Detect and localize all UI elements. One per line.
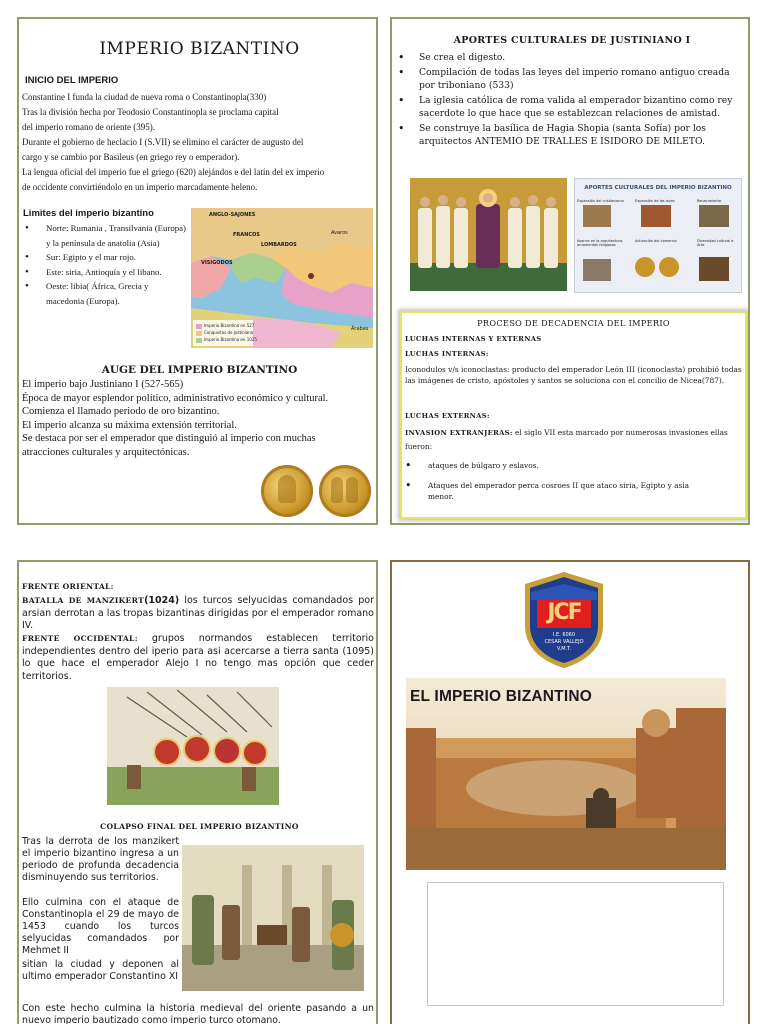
frente-oriental-heading: FRENTE ORIENTAL: xyxy=(22,582,114,591)
inicio-line: Durante el gobierno de heclacio I (S.VII) se elimino el carácter de augusto del xyxy=(22,137,304,147)
crest-line: V.M.T. xyxy=(556,646,572,652)
infographic-coin xyxy=(635,257,655,277)
inicio-line: del imperio romano de oriente (395). xyxy=(22,122,155,132)
frente-occidental-paragraph xyxy=(22,633,374,683)
decadencia-heading: PROCESO DE DECADENCIA DEL IMPERIO xyxy=(477,318,670,328)
auge-line: Época de mayor esplendor político, administrativo económico y cultural. xyxy=(22,392,329,404)
colapso-heading: COLAPSO FINAL DEL IMPERIO BIZANTINO xyxy=(100,822,299,831)
constantinople-cover-image xyxy=(406,678,726,870)
inicio-heading: INICIO DEL IMPERIO xyxy=(25,75,119,86)
page-title: IMPERIO BIZANTINO xyxy=(99,39,300,59)
siege-illustration xyxy=(182,845,364,991)
inicio-line: Tras la división hecha por Teodosio Constantinopla se proclama capital xyxy=(22,107,279,117)
auge-line: El imperio bajo Justiniano I (527-565) xyxy=(22,379,184,390)
inicio-line: Constantine I funda la ciudad de nueva roma o Constantinopla(330) xyxy=(22,92,267,102)
mosaic-illustration xyxy=(410,178,567,291)
batalla-label: BATALLA DE MANZIKERT xyxy=(22,596,145,605)
aportes-heading: APORTES CULTURALES DE JUSTINIANO I xyxy=(453,35,691,46)
byzantine-map-image xyxy=(191,208,373,348)
panel-frentes xyxy=(17,560,378,1024)
map-legend-3: Imperio Bizantino en 1025 xyxy=(204,337,257,342)
infographic-coin xyxy=(659,257,679,277)
list-item: • La iglesia católica de roma valida al emperador bizantino como rey sacerdote lo que hace que se establezcan relaciones de amistad. xyxy=(395,94,741,120)
map-legend-1: Imperio Bizantino en 527 xyxy=(204,323,255,328)
limites-list xyxy=(22,221,187,308)
fall-constantinople-image xyxy=(182,845,364,991)
inicio-line: de occidente convirtiéndolo en un imperio marcadamente heleno. xyxy=(22,182,258,192)
school-crest-logo xyxy=(523,570,605,670)
crest-letters: JCF xyxy=(547,600,581,625)
battle-illustration xyxy=(107,687,279,805)
decadencia-box xyxy=(400,311,747,519)
invasion-text: el siglo VII esta marcado por numerosas invasiones ellas fueron: xyxy=(405,428,728,451)
name-box[interactable] xyxy=(427,882,724,1006)
auge-line: atracciones culturales y arquitectónicas. xyxy=(22,446,190,458)
map-label-visigodos: VISIGODOS xyxy=(201,260,233,266)
map-label-lombardos: LOMBARDOS xyxy=(261,242,297,248)
colapso-paragraph-2: Ello culmina con el ataque de Constantinopla el 29 de mayo de 1453 cuando los turcos selyucidas comandados por Mehmet II xyxy=(22,897,179,956)
map-label-arabes: Árabes xyxy=(351,326,369,332)
manzikert-battle-image xyxy=(107,687,279,805)
crest-line: CESAR VALLEJO xyxy=(544,639,584,645)
infographic-label: Diversidad cultural e Arte xyxy=(697,239,734,247)
limites-heading: Limites del imperio bizantino xyxy=(23,208,154,219)
frente-occidental-text: grupos normandos establecen territorio independientes dentro del iperio para asi acercarse a tierra santa (1095) lo que hace el emperador Alejo I no tengo mas opción que ceder territorios. xyxy=(22,633,374,682)
panel-imperio-bizantino xyxy=(17,17,378,525)
list-item: • Ataques del emperador perca cosroes II que ataco siria, Egipto y asia menor. xyxy=(402,480,702,502)
infographic-label: Renacimiento xyxy=(697,199,721,203)
batalla-year: (1024) xyxy=(144,595,180,606)
infographic-label: Expansión de las leyes xyxy=(635,199,675,203)
decadencia-line: LUCHAS EXTERNAS: xyxy=(405,412,490,420)
infographic-thumb xyxy=(699,205,729,227)
invasion-label: INVASION EXTRANJERAS: xyxy=(405,429,513,437)
map-label-anglo: ANGLO-SAJONES xyxy=(209,212,256,218)
auge-line: Se destaca por ser el emperador que distinguió al imperio con muchas xyxy=(22,433,316,444)
infographic-label: Expansión del cristianismo xyxy=(577,199,624,203)
infographic-thumb xyxy=(641,205,671,227)
infographic-label: Avance en la arquitectura, ornamentos religiosos xyxy=(577,239,624,247)
list-item: • ataques de búlgaro y eslavos. xyxy=(402,460,702,471)
decadencia-paragraph xyxy=(405,426,735,453)
auge-heading: AUGE DEL IMPERIO BIZANTINO xyxy=(101,364,298,376)
crest-line: I.E. 6060 xyxy=(552,632,576,638)
panel-cover xyxy=(390,560,750,1024)
cover-title: EL IMPERIO BIZANTINO xyxy=(410,688,592,705)
list-item: • Este: siria, Antioquía y el libano. xyxy=(22,265,187,280)
infographic-thumb xyxy=(583,205,611,227)
list-item: • Se crea el digesto. xyxy=(395,51,741,64)
map-legend-2: Conquistas de Justiniano xyxy=(204,330,254,335)
infographic-title: APORTES CULTURALES DEL IMPERIO BIZANTINO xyxy=(584,185,732,191)
decadencia-paragraph: Iconodulos v/s iconoclastas: producto del emperador León III (iconoclasta) prohibió todas las imágenes de cristo, apóstoles y santos se soluciona con el concilio de Nicea(787). xyxy=(405,365,742,385)
list-item: • Norte: Rumania , Transilvania (Europa) y la península de anatolia (Asia) xyxy=(22,221,187,250)
auge-line: Comienza el llamado periodo de oro bizantino. xyxy=(22,406,220,417)
auge-line: El imperio alcanza su máxima extensión territorial. xyxy=(22,419,237,431)
justinian-mosaic-image xyxy=(410,178,567,291)
auge-text xyxy=(22,378,374,459)
panel-aportes-culturales xyxy=(390,17,750,525)
infographic-thumb xyxy=(583,259,611,281)
list-item: • Oeste: libia( África, Grecia y macedonia (Europa). xyxy=(22,279,187,308)
aportes-list xyxy=(395,51,741,148)
city-illustration xyxy=(406,678,726,870)
frente-occidental-label: FRENTE OCCIDENTAL: xyxy=(22,634,138,643)
final-paragraph: Con este hecho culmina la historia medieval del oriente pasando a un nuevo imperio bautizado como imperio turco otomano. xyxy=(22,1003,374,1024)
inicio-line: La lengua oficial del imperio fue el griego (620) alejándos e del latín del ex imperio xyxy=(22,167,325,177)
decadencia-line: LUCHAS INTERNAS Y EXTERNAS xyxy=(405,335,542,343)
batalla-text: los turcos selyucidas comandados por arsian derrotan a las tropas bizantinas dirigidas por el emperador romano IV. xyxy=(22,595,374,631)
decadencia-line: LUCHAS INTERNAS: xyxy=(405,350,489,358)
aportes-infographic-image xyxy=(574,178,742,293)
list-item: • Sur: Egipto y el mar rojo. xyxy=(22,250,187,265)
infographic-label: Activación del comercio xyxy=(635,239,677,243)
gold-coin-image xyxy=(261,465,313,517)
batalla-paragraph xyxy=(22,595,374,633)
infographic-thumb xyxy=(699,257,729,281)
list-item: • Se construye la basílica de Hagia Shopia (santa Sofía) por los arquitectos ANTEMIO DE TRALLES E ISIDORO DE MILETO. xyxy=(395,122,741,148)
list-item: • Compilación de todas las leyes del imperio romano antiguo creada por triboniano (533) xyxy=(395,66,741,92)
map-label-avaros: Avaros xyxy=(331,230,348,236)
inicio-line: cargo y se cambio por Basileus (en griego rey o emperador). xyxy=(22,152,240,162)
inicio-text xyxy=(22,90,377,195)
gold-coin-image xyxy=(319,465,371,517)
colapso-paragraph-1: Tras la derrota de los manzikert el imperio bizantino ingresa a un periodo de profunda decadencia disminuyendo sus territorios. xyxy=(22,836,179,883)
invasion-list xyxy=(402,460,702,502)
map-label-francos: FRANCOS xyxy=(233,232,260,238)
colapso-paragraph-3: sitian la ciudad y deponen al ultimo emperador Constantino XI xyxy=(22,959,179,982)
